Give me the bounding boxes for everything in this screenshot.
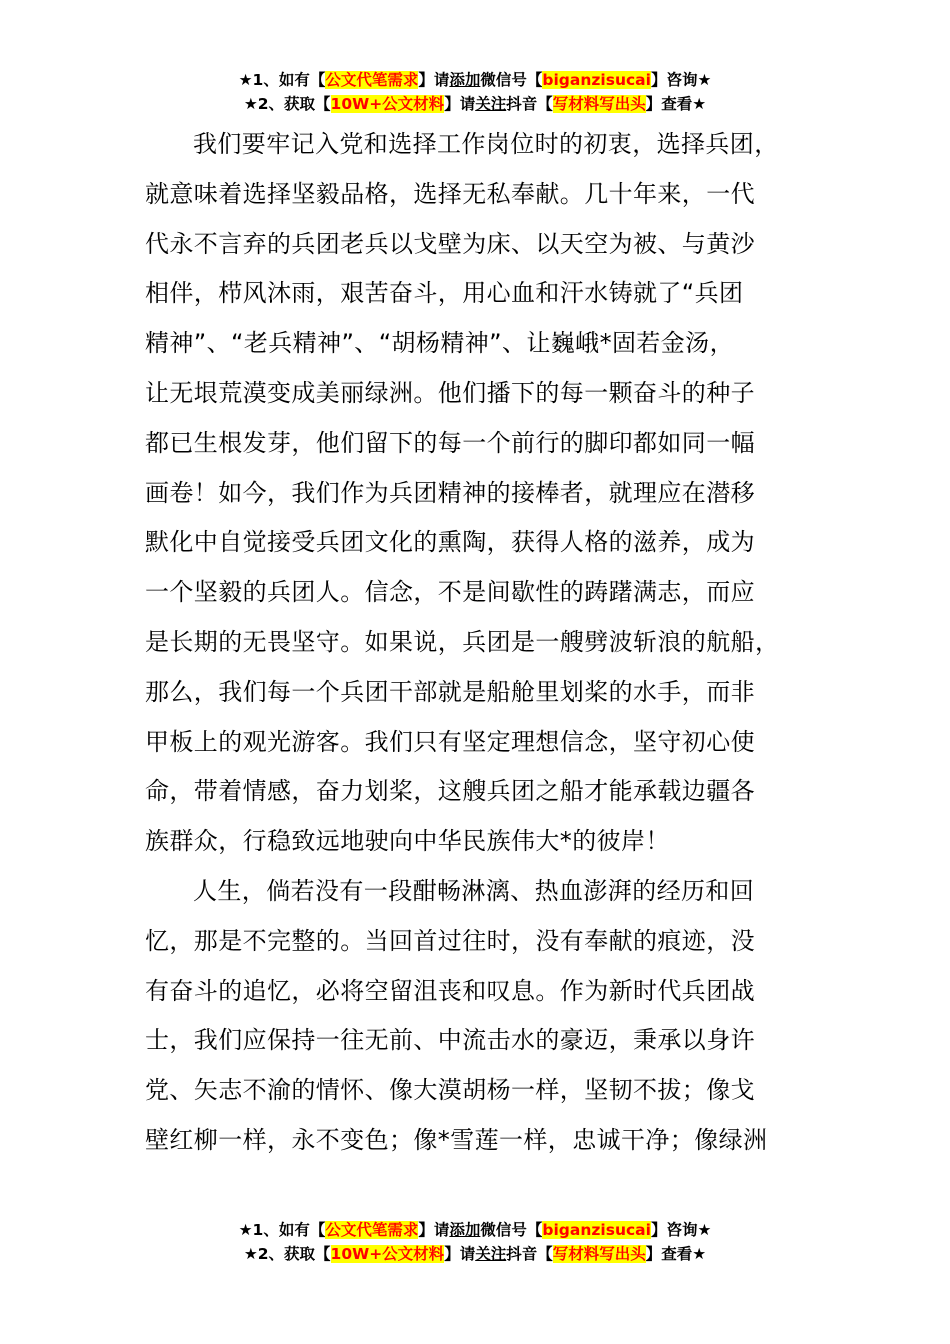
banner-text: ★1、如有【: [238, 71, 326, 89]
text-line: 相伴，栉风沐雨，艰苦奋斗，用心血和汗水铸就了“兵团: [145, 279, 744, 308]
banner-text: ★2、获取【: [243, 1245, 331, 1263]
text-line: 让无垠荒漠变成美丽绿洲。他们播下的每一颗奋斗的种子: [145, 378, 755, 407]
text-line: 甲板上的观光游客。我们只有坚定理想信念，坚守初心使: [145, 727, 755, 756]
banner-text: 抖音【: [506, 1245, 553, 1263]
text-line: 忆，那是不完整的。当回首过往时，没有奉献的痕迹，没: [145, 926, 755, 955]
text-line: 代永不言弃的兵团老兵以戈壁为床、以天空为被、与黄沙: [145, 229, 755, 258]
text-line: 默化中自觉接受兵团文化的熏陶，获得人格的滋养，成为: [145, 528, 755, 557]
text-line: 有奋斗的追忆，必将空留沮丧和叹息。作为新时代兵团战: [145, 976, 755, 1005]
text-line: 画卷！如今，我们作为兵团精神的接棒者，就理应在潜移: [145, 478, 755, 507]
text-line: 族群众，行稳致远地驶向中华民族伟大*的彼岸！: [145, 827, 670, 856]
footer-banner: [0, 1218, 950, 1266]
banner-text: 微信号【: [480, 71, 543, 89]
banner-text: 】咨询★: [650, 1221, 712, 1239]
banner-wechat-id: biganzisucai: [542, 71, 651, 89]
banner-line-1: [0, 68, 950, 92]
banner-text: 】请: [418, 1221, 450, 1239]
banner-douyin-id: 写材料写出头: [552, 1245, 646, 1263]
text-line: 人生，倘若没有一段酣畅淋漓、热血澎湃的经历和回: [193, 876, 755, 905]
banner-text: 】查看★: [645, 1245, 707, 1263]
text-line: 就意味着选择坚毅品格，选择无私奉献。几十年来，一代: [145, 179, 755, 208]
banner-highlight: 10W+公文材料: [330, 1245, 445, 1263]
text-line: 精神”、“老兵精神”、“胡杨精神”、让巍峨*固若金汤，: [145, 329, 734, 358]
banner-text: 】咨询★: [650, 71, 712, 89]
banner-text: 】请: [444, 1245, 476, 1263]
banner-highlight: 公文代笔需求: [325, 1221, 419, 1239]
banner-underlined: 关注: [475, 95, 507, 113]
text-line: 一个坚毅的兵团人。信念，不是间歇性的踌躇满志，而应: [145, 578, 755, 607]
text-line: 是长期的无畏坚守。如果说，兵团是一艘劈波斩浪的航船，: [145, 627, 780, 656]
text-line: 士，我们应保持一往无前、中流击水的豪迈，秉承以身许: [145, 1026, 755, 1055]
banner-wechat-id: biganzisucai: [542, 1221, 651, 1239]
banner-line-2: [0, 1242, 950, 1266]
document-body: [145, 120, 815, 1166]
paragraph: [145, 120, 815, 867]
banner-text: 】请: [418, 71, 450, 89]
paragraph: [145, 867, 815, 1166]
banner-underlined: 添加: [449, 71, 481, 89]
text-line: 我们要牢记入党和选择工作岗位时的初衷，选择兵团，: [193, 130, 779, 158]
banner-text: 】查看★: [645, 95, 707, 113]
banner-text: ★1、如有【: [238, 1221, 326, 1239]
text-line: 那么，我们每一个兵团干部就是船舱里划桨的水手，而非: [145, 677, 755, 706]
banner-douyin-id: 写材料写出头: [552, 95, 646, 113]
text-line: 命，带着情感，奋力划桨，这艘兵团之船才能承载边疆各: [145, 777, 755, 806]
banner-highlight: 10W+公文材料: [330, 95, 445, 113]
text-line: 都已生根发芽，他们留下的每一个前行的脚印都如同一幅: [145, 428, 755, 457]
banner-text: 微信号【: [480, 1221, 543, 1239]
text-line: 壁红柳一样，永不变色；像*雪莲一样，忠诚干净；像绿洲: [145, 1125, 768, 1154]
banner-text: ★2、获取【: [243, 95, 331, 113]
banner-underlined: 关注: [475, 1245, 507, 1263]
text-line: 党、矢志不渝的情怀、像大漠胡杨一样，坚韧不拔；像戈: [145, 1076, 755, 1105]
banner-text: 】请: [444, 95, 476, 113]
banner-text: 抖音【: [506, 95, 553, 113]
banner-line-1: [0, 1218, 950, 1242]
header-banner: [0, 68, 950, 116]
banner-line-2: [0, 92, 950, 116]
banner-highlight: 公文代笔需求: [325, 71, 419, 89]
banner-underlined: 添加: [449, 1221, 481, 1239]
